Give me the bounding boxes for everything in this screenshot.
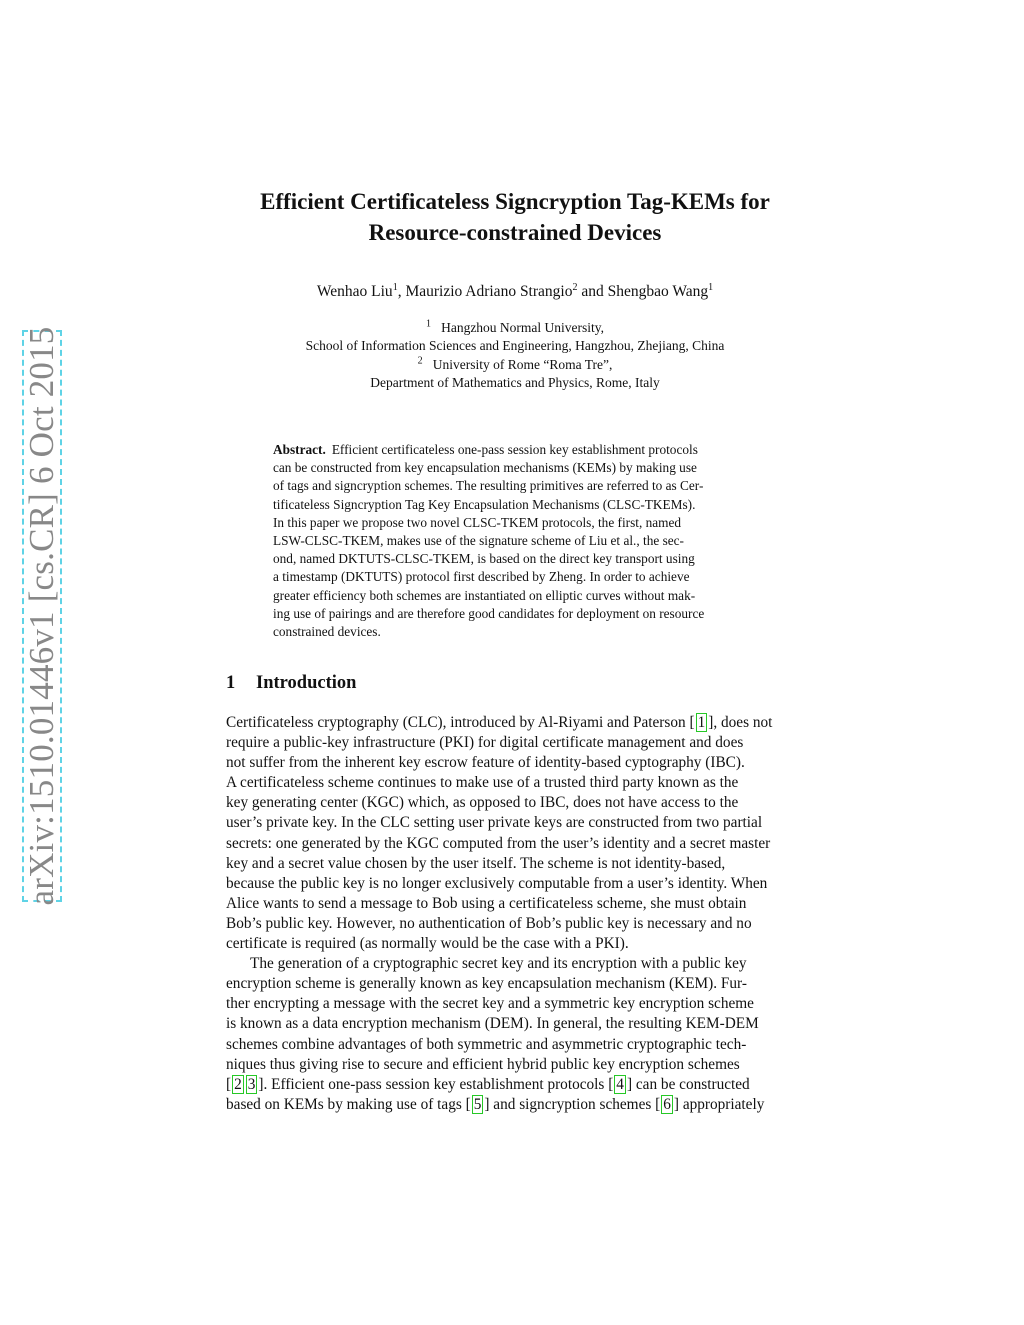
author-name: Shengbao Wang bbox=[607, 283, 709, 300]
title-line: Resource-constrained Devices bbox=[368, 220, 662, 245]
arxiv-identifier: arXiv:1510.01446v1 [cs.CR] 6 Oct 2015 bbox=[22, 326, 61, 906]
citation-link[interactable]: 1 bbox=[697, 714, 706, 731]
body-line bbox=[226, 713, 805, 733]
body-line: The generation of a cryptographic secret key and its encryption with a public key bbox=[250, 955, 747, 973]
body-line: A certificateless scheme continues to make use of a trusted third party known as the bbox=[226, 774, 739, 792]
body-line: is known as a data encryption mechanism (DEM). In general, the resulting KEM-DEM bbox=[226, 1015, 759, 1033]
abstract-line: LSW-CLSC-TKEM, makes use of the signature scheme of Liu et al., the sec- bbox=[273, 533, 684, 549]
body-line: key and a secret value chosen by the user itself. The scheme is not identity-based, bbox=[226, 854, 726, 872]
affiliation-marker: 1 bbox=[425, 318, 431, 330]
abstract-line: ing use of pairings and are therefore good candidates for deployment on resource bbox=[273, 605, 705, 621]
author-separator: , bbox=[397, 283, 406, 300]
author-name: Wenhao Liu bbox=[316, 283, 393, 300]
body-line bbox=[226, 1075, 805, 1095]
affiliation-marker: 2 bbox=[572, 281, 578, 293]
abstract-label: Abstract. bbox=[273, 442, 326, 457]
text-span: ] and signcryption schemes [ bbox=[484, 1095, 661, 1113]
abstract-line: can be constructed from key encapsulation mechanisms (KEMs) by making use bbox=[273, 460, 697, 476]
abstract-line: In this paper we propose two novel CLSC-TKEM protocols, the first, named bbox=[273, 514, 682, 530]
affiliation-department: School of Information Sciences and Engineering, Hangzhou, Zhejiang, China bbox=[305, 338, 725, 354]
text-span: ] can be constructed bbox=[626, 1075, 750, 1093]
author-name: Maurizio Adriano Strangio bbox=[405, 283, 573, 300]
abstract-line: greater efficiency both schemes are instantiated on elliptic curves without mak- bbox=[273, 587, 696, 603]
affiliation-marker: 2 bbox=[417, 355, 423, 367]
abstract-line: tificateless Signcryption Tag Key Encapsulation Mechanisms (CLSC-TKEMs). bbox=[273, 496, 696, 512]
abstract-line: constrained devices. bbox=[273, 624, 381, 640]
abstract-text: Efficient certificateless one-pass session key establishment protocols bbox=[331, 442, 698, 457]
section-number: 1 bbox=[226, 673, 236, 693]
section-title: Introduction bbox=[256, 673, 357, 693]
body-line: certificate is required (as normally would be the case with a PKI). bbox=[226, 935, 629, 953]
affiliation-marker: 1 bbox=[708, 281, 714, 293]
body-line: not suffer from the inherent key escrow feature of identity-based cyptography (IBC). bbox=[226, 754, 745, 772]
abstract-line: a timestamp (DKTUTS) protocol first described by Zheng. In order to achieve bbox=[273, 569, 690, 585]
body-line: encryption scheme is generally known as key encapsulation mechanism (KEM). Fur- bbox=[226, 975, 747, 993]
citation-link[interactable]: 6 bbox=[663, 1095, 671, 1113]
body-line: niques thus giving rise to secure and efficient hybrid public key encryption schemes bbox=[226, 1055, 740, 1073]
arxiv-stamp bbox=[22, 326, 62, 906]
citation-link[interactable]: 3 bbox=[247, 1075, 256, 1093]
body-line bbox=[226, 1095, 805, 1115]
body-line: user’s private key. In the CLC setting user private keys are constructed from two partial bbox=[226, 814, 763, 832]
text-span: based on KEMs by making use of tags [ bbox=[226, 1095, 471, 1113]
text-span: Certificateless cryptography (CLC), introduced by Al-Riyami and Paterson [ bbox=[226, 714, 695, 731]
text-span: [ bbox=[226, 1075, 232, 1093]
citation-link[interactable]: 2 bbox=[234, 1075, 242, 1093]
institution-name: Hangzhou Normal University, bbox=[441, 320, 605, 335]
paper-title bbox=[180, 186, 850, 248]
abstract-line: ond, named DKTUTS-CLSC-TKEM, is based on the direct key transport using bbox=[273, 551, 695, 567]
affiliation-institution bbox=[180, 319, 850, 337]
body-line: Alice wants to send a message to Bob using a certificateless scheme, she must obtain bbox=[226, 894, 747, 912]
body-line: ther encrypting a message with the secret key and a symmetric key encryption scheme bbox=[226, 995, 754, 1013]
section-heading bbox=[226, 673, 356, 694]
text-span: ] appropriately bbox=[673, 1095, 765, 1113]
text-span: ], does not bbox=[708, 714, 773, 731]
body-line: secrets: one generated by the KGC computed from the user’s identity and a secret master bbox=[226, 834, 771, 852]
institution-name: University of Rome “Roma Tre”, bbox=[432, 356, 613, 372]
body-line: key generating center (KGC) which, as opposed to IBC, does not have access to the bbox=[226, 794, 739, 812]
body-line: because the public key is no longer exclusively computable from a user’s identity. When bbox=[226, 874, 768, 892]
affiliations bbox=[180, 319, 850, 392]
citation-link[interactable]: 4 bbox=[616, 1075, 624, 1093]
body-line: schemes combine advantages of both symmetric and asymmetric cryptographic tech- bbox=[226, 1035, 747, 1053]
text-span: ]. Efficient one-pass session key establishment protocols [ bbox=[258, 1075, 614, 1093]
body-text bbox=[226, 713, 805, 1115]
body-line: Bob’s public key. However, no authentication of Bob’s public key is necessary and no bbox=[226, 914, 752, 932]
abstract-line bbox=[273, 441, 757, 459]
abstract bbox=[273, 441, 757, 641]
affiliation-marker: 1 bbox=[392, 281, 398, 293]
author-list bbox=[180, 283, 850, 301]
title-line: Efficient Certificateless Signcryption Tag-KEMs for bbox=[260, 189, 770, 214]
citation-link[interactable]: 5 bbox=[473, 1095, 482, 1113]
abstract-line: of tags and signcryption schemes. The resulting primitives are referred to as Cer- bbox=[273, 478, 704, 494]
author-separator: and bbox=[577, 283, 608, 300]
affiliation-department: Department of Mathematics and Physics, Rome, Italy bbox=[370, 374, 660, 390]
body-line: require a public-key infrastructure (PKI) for digital certificate management and does bbox=[226, 734, 744, 752]
affiliation-institution bbox=[180, 356, 850, 374]
